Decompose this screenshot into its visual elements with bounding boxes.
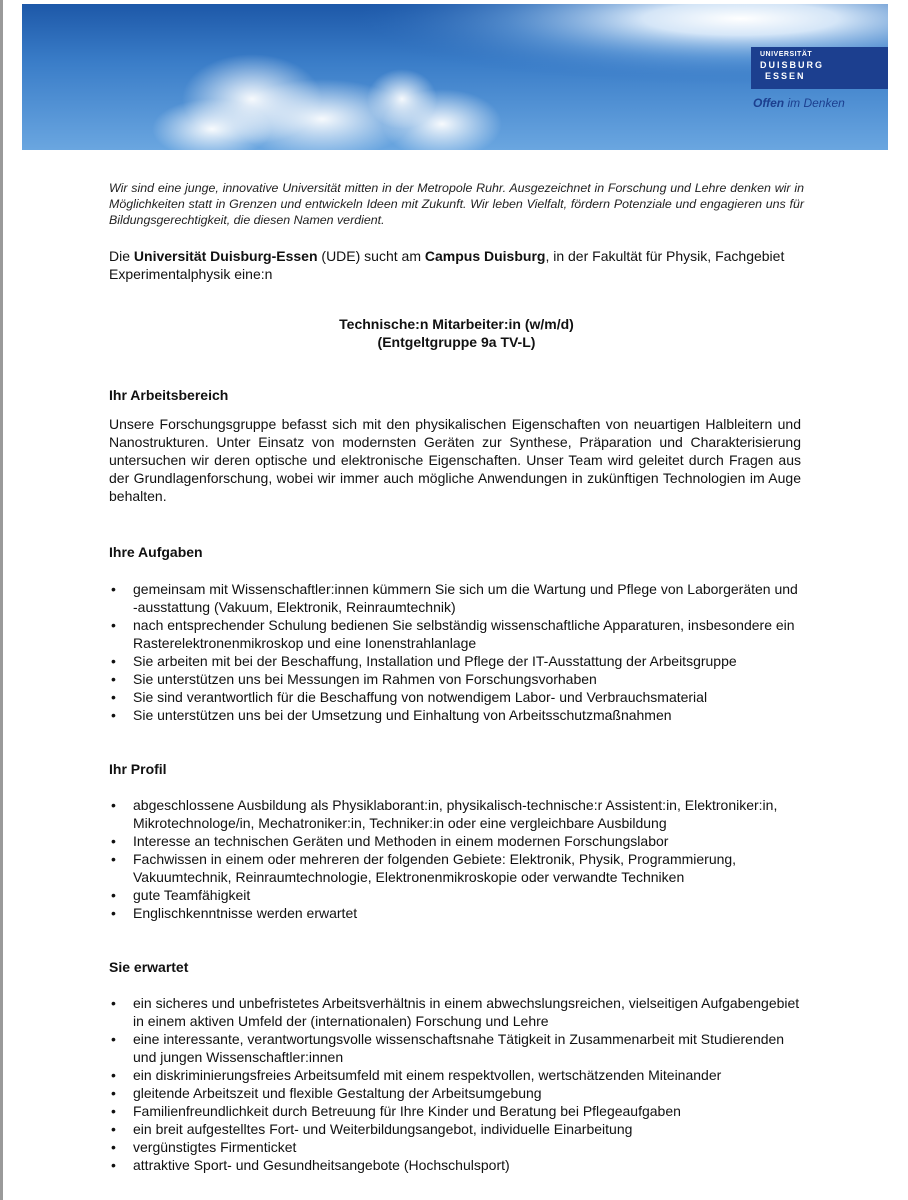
list-item: • Englischkenntnisse werden erwartet: [109, 904, 801, 922]
intro-text: Wir sind eine junge, innovative Universität mitten in der Metropole Ruhr. Ausgezeichnet in Forschung und Lehre denken wir in Möglichkeiten statt in Grenzen und entwickeln Ideen mit Zukunft. Wir leben Vielfalt, fördern Potenziale und engagieren uns für Bildungsgerechtigkeit, die diesen Namen verdient.: [109, 181, 804, 227]
list-item: • Sie sind verantwortlich für die Beschaffung von notwendigem Labor- und Verbrauchsmaterial: [109, 688, 801, 706]
arbeitsbereich-text: Unsere Forschungsgruppe befasst sich mit den physikalischen Eigenschaften von neuartigen Halbleitern und Nanostrukturen. Unter Einsatz von modernsten Geräten zur Synthese, Präparation und Charakterisierung untersuchen wir deren optische und elektronische Eigenschaften. Unser Team wird geleitet durch Fragen aus der Grundlagenforschung, wobei wir immer auch mögliche Anwendungen in zukünftigen Technologien im Auge behalten.: [109, 416, 801, 504]
list-item: • attraktive Sport- und Gesundheitsangebote (Hochschulsport): [109, 1156, 801, 1174]
list-item: • nach entsprechender Schulung bedienen Sie selbständig wissenschaftliche Apparaturen, insbesondere ein Rasterelektronenmikroskop und eine Ionenstrahlanlage: [109, 616, 801, 652]
list-item: • gleitende Arbeitszeit und flexible Gestaltung der Arbeitsumgebung: [109, 1084, 801, 1102]
list-item: • ein sicheres und unbefristetes Arbeitsverhältnis in einem abwechslungsreichen, vielseitigen Aufgabengebiet in einem aktiven Umfeld der (internationalen) Forschung und Lehre: [109, 994, 801, 1030]
heading-profil: Ihr Profil: [109, 761, 167, 777]
university-name: Universität Duisburg-Essen: [133, 248, 318, 264]
heading-aufgaben: Ihre Aufgaben: [109, 544, 203, 560]
university-logo[interactable]: [751, 47, 888, 89]
list-item: • vergünstigtes Firmenticket: [109, 1138, 801, 1156]
job-grade: (Entgeltgruppe 9a TV-L): [377, 334, 536, 350]
list-item: • Sie unterstützen uns bei der Umsetzung und Einhaltung von Arbeitsschutzmaßnahmen: [109, 706, 801, 724]
logo-sub-text: ESSEN: [765, 71, 806, 81]
list-item: • Sie unterstützen uns bei Messungen im Rahmen von Forschungsvorhaben: [109, 670, 801, 688]
aufgaben-list: [109, 580, 801, 724]
tagline-rest: im Denken: [784, 96, 845, 110]
profil-list: [109, 796, 801, 922]
logo-top-text: UNIVERSITÄT: [760, 51, 813, 58]
search-text-1: Die: [109, 248, 134, 264]
job-title-block: [109, 315, 804, 351]
list-item: • gemeinsam mit Wissenschaftler:innen kümmern Sie sich um die Wartung und Pflege von Laborgeräten und -ausstattung (Vakuum, Elektronik, Reinraumtechnik): [109, 580, 801, 616]
list-item: • ein diskriminierungsfreies Arbeitsumfeld mit einem respektvollen, wertschätzenden Miteinander: [109, 1066, 801, 1084]
logo-main-text: DUISBURG: [760, 60, 825, 70]
job-title: Technische:n Mitarbeiter:in (w/m/d): [339, 316, 574, 332]
list-item: • Sie arbeiten mit bei der Beschaffung, Installation und Pflege der IT-Ausstattung der Arbeitsgruppe: [109, 652, 801, 670]
list-item: • abgeschlossene Ausbildung als Physiklaborant:in, physikalisch-technische:r Assistent:in, Elektroniker:in, Mikrotechnologe/in, Mechatroniker:in, Techniker:in oder eine vergleichbare Ausbildung: [109, 796, 801, 832]
header-banner: [22, 4, 888, 150]
list-item: • eine interessante, verantwortungsvolle wissenschaftsnahe Tätigkeit in Zusammenarbeit mit Studierenden und jungen Wissenschaftler:innen: [109, 1030, 801, 1066]
search-text-3: , in der Fakultät für Physik, Fachgebiet Experimentalphysik eine:n: [109, 248, 785, 282]
search-text-2: (UDE) sucht am: [317, 248, 425, 264]
list-item: • Fachwissen in einem oder mehreren der folgenden Gebiete: Elektronik, Physik, Programmierung, Vakuumtechnik, Reinraumtechnologie, Elektronenmikroskopie oder verwandte Techniken: [109, 850, 801, 886]
campus-name: Campus Duisburg: [424, 248, 546, 264]
search-statement: [109, 247, 804, 283]
list-item: • Interesse an technischen Geräten und Methoden in einem modernen Forschungslabor: [109, 832, 801, 850]
list-item: • ein breit aufgestelltes Fort- und Weiterbildungsangebot, individuelle Einarbeitung: [109, 1120, 801, 1138]
list-item: • Familienfreundlichkeit durch Betreuung für Ihre Kinder und Beratung bei Pflegeaufgaben: [109, 1102, 801, 1120]
tagline-bold: Offen: [753, 96, 785, 110]
list-item: • gute Teamfähigkeit: [109, 886, 801, 904]
page-edge: [0, 0, 3, 1200]
tagline: [753, 96, 845, 110]
heading-erwartet: Sie erwartet: [109, 959, 189, 975]
heading-arbeitsbereich: Ihr Arbeitsbereich: [109, 387, 229, 403]
erwartet-list: [109, 994, 801, 1174]
